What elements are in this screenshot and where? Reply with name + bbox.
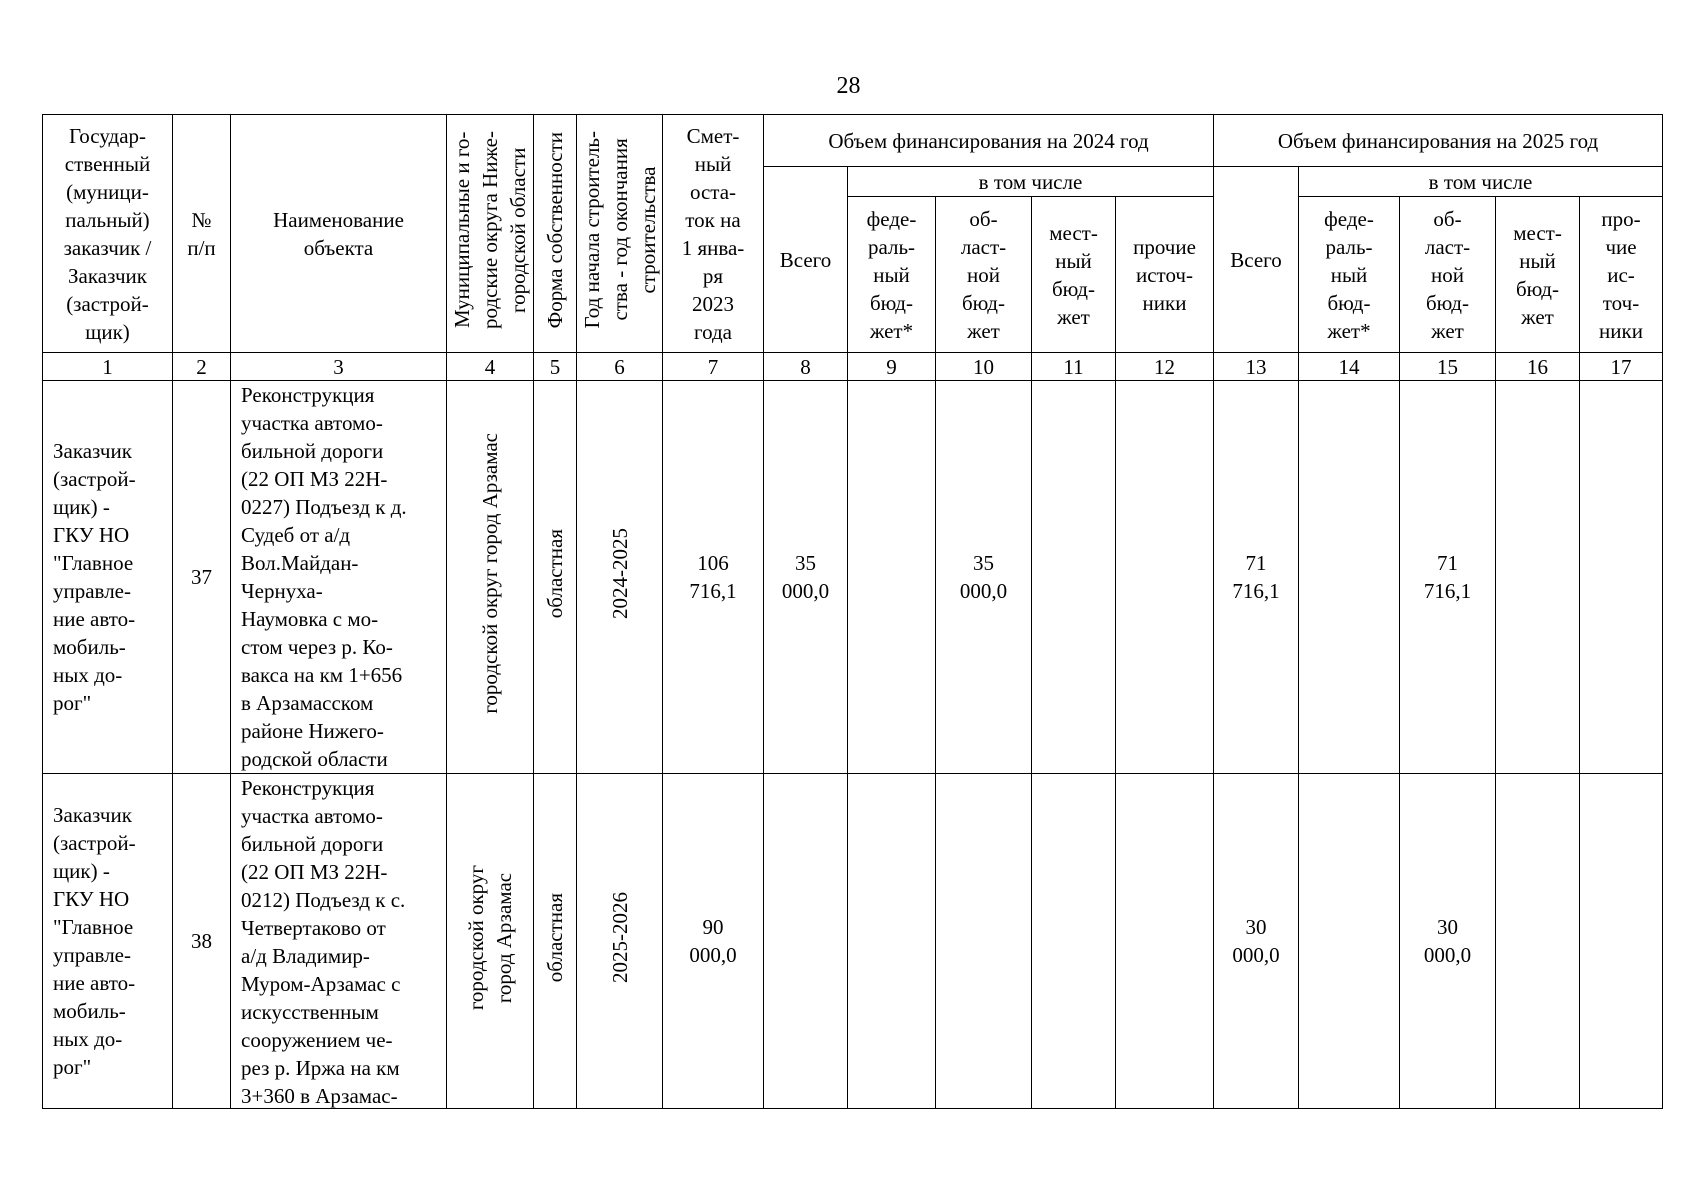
- row-estimate: 106 716,1: [663, 381, 764, 774]
- row-federal-2025: [1299, 381, 1400, 774]
- header-other-2025: про- чие ис- точ- ники: [1580, 197, 1663, 353]
- header-estimate: Смет- ный оста- ток на 1 янва- ря 2023 года: [663, 115, 764, 353]
- header-regional-2024: об- ласт- ной бюд- жет: [936, 197, 1032, 353]
- col-num: 16: [1496, 353, 1580, 381]
- col-num: 14: [1299, 353, 1400, 381]
- header-federal-2024: феде- раль- ный бюд- жет*: [848, 197, 936, 353]
- row-other-2024: [1116, 774, 1214, 1109]
- row-ownership-text: областная: [543, 528, 567, 619]
- table-row: [43, 381, 1663, 774]
- header-ownership-text: Форма собственности: [543, 131, 567, 329]
- col-num: 15: [1400, 353, 1496, 381]
- header-local-2024: мест- ный бюд- жет: [1032, 197, 1116, 353]
- row-municipality-text: городской округ город Арзамас: [478, 433, 502, 714]
- header-regional-2025: об- ласт- ной бюд- жет: [1400, 197, 1496, 353]
- row-customer: Заказчик (застрой- щик) - ГКУ НО "Главное управле- ние авто- мобиль- ных до- рог": [43, 774, 173, 1109]
- row-regional-2025: 71 716,1: [1400, 381, 1496, 774]
- col-num: 13: [1214, 353, 1299, 381]
- row-municipality: [447, 381, 534, 774]
- col-num: 8: [764, 353, 848, 381]
- row-federal-2024: [848, 381, 936, 774]
- row-num: 38: [173, 774, 231, 1109]
- col-num: 17: [1580, 353, 1663, 381]
- col-num: 1: [43, 353, 173, 381]
- col-num: 7: [663, 353, 764, 381]
- col-num: 4: [447, 353, 534, 381]
- col-num: 10: [936, 353, 1032, 381]
- row-other-2025: [1580, 381, 1663, 774]
- row-object-name: [231, 774, 447, 1109]
- col-num: 12: [1116, 353, 1214, 381]
- header-customer: Государ- ственный (муници- пальный) заказчик / Заказчик (застрой- щик): [43, 115, 173, 353]
- row-local-2025: [1496, 381, 1580, 774]
- row-local-2025: [1496, 774, 1580, 1109]
- row-local-2024: [1032, 381, 1116, 774]
- row-local-2024: [1032, 774, 1116, 1109]
- row-object-name: Реконструкция участка автомо- бильной дороги (22 ОП МЗ 22Н- 0227) Подъезд к д. Судеб от а/д Вол.Майдан- Чернуха- Наумовка с мо- стом через р. Ко- вакса на км 1+656 в Арзамасском районе Нижего- родской области: [231, 381, 447, 774]
- header-other-2024: прочие источ- ники: [1116, 197, 1214, 353]
- col-num: 11: [1032, 353, 1116, 381]
- row-total-2025: 71 716,1: [1214, 381, 1299, 774]
- row-customer: Заказчик (застрой- щик) - ГКУ НО "Главное управле- ние авто- мобиль- ных до- рог": [43, 381, 173, 774]
- row-federal-2024: [848, 774, 936, 1109]
- header-name: Наименование объекта: [231, 115, 447, 353]
- col-num: 2: [173, 353, 231, 381]
- row-years: [577, 381, 663, 774]
- table-row: [43, 774, 1663, 1109]
- row-object-name-text: Реконструкция участка автомо- бильной дороги (22 ОП МЗ 22Н- 0212) Подъезд к с. Четвертаково от а/д Владимир- Муром-Арзамас с искусственным сооружением че- рез р. Иржа на км 3+360 в Арзамас-: [241, 776, 406, 1108]
- header-ownership: [534, 115, 577, 353]
- header-federal-2025: феде- раль- ный бюд- жет*: [1299, 197, 1400, 353]
- row-municipality-text: городской округ город Арзамас: [464, 864, 516, 1011]
- header-num: № п/п: [173, 115, 231, 353]
- row-total-2024: 35 000,0: [764, 381, 848, 774]
- header-fin-2024: Объем финансирования на 2024 год: [764, 115, 1214, 167]
- header-total-2025: Всего: [1214, 167, 1299, 353]
- row-municipality: [447, 774, 534, 1109]
- header-municipality-text: Муниципальные и го- родские округа Ниже- городской области: [450, 131, 530, 329]
- header-fin-2025: Объем финансирования на 2025 год: [1214, 115, 1663, 167]
- row-ownership: [534, 774, 577, 1109]
- row-regional-2024: [936, 774, 1032, 1109]
- row-years-text: 2025-2026: [607, 892, 632, 983]
- row-total-2025: 30 000,0: [1214, 774, 1299, 1109]
- col-num: 3: [231, 353, 447, 381]
- col-num: 5: [534, 353, 577, 381]
- row-estimate: 90 000,0: [663, 774, 764, 1109]
- header-total-2024: Всего: [764, 167, 848, 353]
- header-including-2025: в том числе: [1299, 167, 1663, 197]
- row-ownership: [534, 381, 577, 774]
- row-num: 37: [173, 381, 231, 774]
- page-number: 28: [836, 73, 861, 99]
- row-other-2025: [1580, 774, 1663, 1109]
- financing-table: [42, 114, 1663, 1109]
- header-row-1: [43, 115, 1663, 167]
- header-years-text: Год начала строитель- ства - год окончания строительства: [579, 131, 660, 329]
- row-years: [577, 774, 663, 1109]
- row-years-text: 2024-2025: [607, 528, 632, 619]
- row-regional-2025: 30 000,0: [1400, 774, 1496, 1109]
- column-numbers-row: [43, 353, 1663, 381]
- row-total-2024: [764, 774, 848, 1109]
- row-federal-2025: [1299, 774, 1400, 1109]
- header-municipality: [447, 115, 534, 353]
- col-num: 6: [577, 353, 663, 381]
- row-ownership-text: областная: [543, 892, 567, 983]
- row-other-2024: [1116, 381, 1214, 774]
- row-regional-2024: 35 000,0: [936, 381, 1032, 774]
- header-including-2024: в том числе: [848, 167, 1214, 197]
- header-years: [577, 115, 663, 353]
- header-local-2025: мест- ный бюд- жет: [1496, 197, 1580, 353]
- col-num: 9: [848, 353, 936, 381]
